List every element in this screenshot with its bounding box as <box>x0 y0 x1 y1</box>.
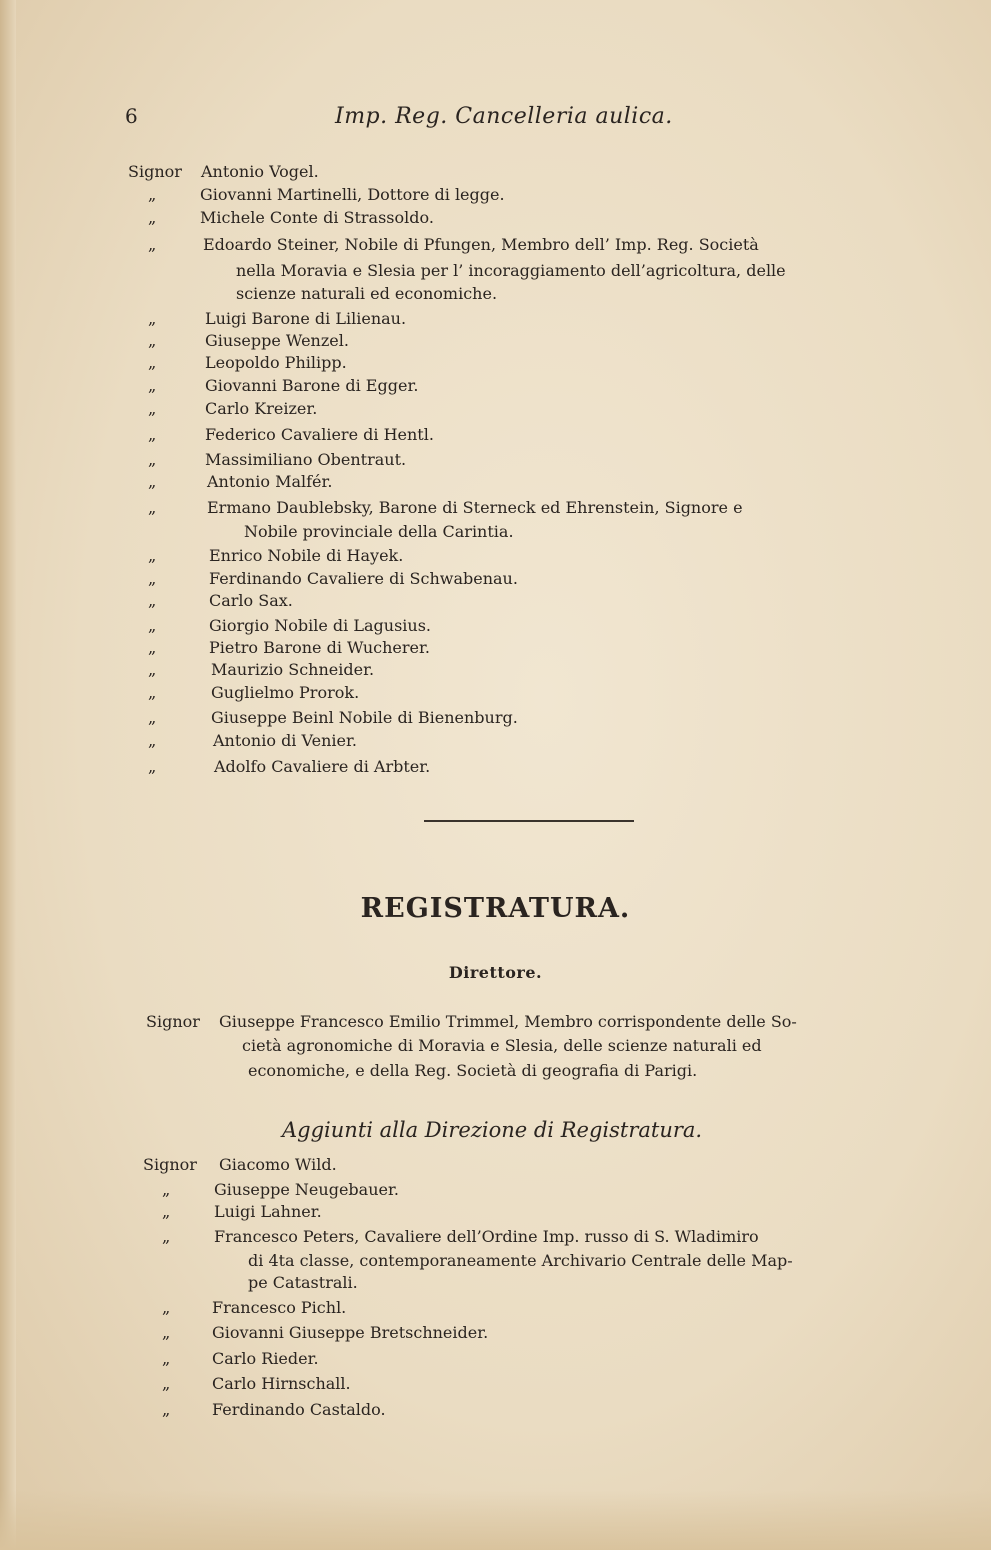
entry-name: Adolfo Cavaliere di Arbter. <box>214 757 431 776</box>
ditto-mark: „ <box>148 235 157 254</box>
entry-name: Carlo Rieder. <box>212 1349 319 1368</box>
entry-name: Luigi Barone di Lilienau. <box>205 309 407 328</box>
ditto-mark: „ <box>162 1180 171 1199</box>
page-edge-shadow <box>0 0 16 1550</box>
entry-name: Giovanni Giuseppe Bretschneider. <box>212 1323 489 1342</box>
entry-name: Leopoldo Philipp. <box>205 353 347 372</box>
signor-prefix: Signor <box>143 1155 197 1174</box>
ditto-mark: „ <box>148 731 157 750</box>
ditto-mark: „ <box>148 376 157 395</box>
ditto-mark: „ <box>148 185 157 204</box>
ditto-mark: „ <box>148 450 157 469</box>
entry-name: Giacomo Wild. <box>219 1155 337 1174</box>
ditto-mark: „ <box>148 399 157 418</box>
entry-continuation: pe Catastrali. <box>248 1273 358 1292</box>
ditto-mark: „ <box>148 591 157 610</box>
entry-name: Carlo Kreizer. <box>205 399 318 418</box>
ditto-mark: „ <box>148 569 157 588</box>
entry-name: Edoardo Steiner, Nobile di Pfungen, Membro dell’ Imp. Reg. Società <box>203 235 759 254</box>
ditto-mark: „ <box>148 660 157 679</box>
ditto-mark: „ <box>162 1227 171 1246</box>
entry-name: Giuseppe Neugebauer. <box>214 1180 399 1199</box>
entry-continuation: cietà agronomiche di Moravia e Slesia, delle scienze naturali ed <box>242 1036 762 1055</box>
entry-name: Ferdinando Cavaliere di Schwabenau. <box>209 569 518 588</box>
entry-continuation: scienze naturali ed economiche. <box>236 284 498 303</box>
entry-continuation: di 4ta classe, contemporaneamente Archivario Centrale delle Map- <box>248 1251 793 1270</box>
entry-name: Ermano Daublebsky, Barone di Sterneck ed Ehrenstein, Signore e <box>207 498 743 517</box>
entry-name: Antonio di Venier. <box>213 731 357 750</box>
ditto-mark: „ <box>148 708 157 727</box>
ditto-mark: „ <box>148 638 157 657</box>
ditto-mark: „ <box>162 1349 171 1368</box>
entry-name: Massimiliano Obentraut. <box>205 450 407 469</box>
ditto-mark: „ <box>162 1323 171 1342</box>
entry-name: Giovanni Martinelli, Dottore di legge. <box>200 185 505 204</box>
section-title: REGISTRATURA. <box>360 893 631 924</box>
entry-name: Luigi Lahner. <box>214 1202 322 1221</box>
entry-name: Giuseppe Wenzel. <box>205 331 349 350</box>
ditto-mark: „ <box>148 616 157 635</box>
entry-name: Francesco Pichl. <box>212 1298 347 1317</box>
entry-name: Pietro Barone di Wucherer. <box>209 638 430 657</box>
ditto-mark: „ <box>162 1298 171 1317</box>
section-divider <box>424 820 634 822</box>
entry-continuation: nella Moravia e Slesia per l’ incoraggiamento dell’agricoltura, delle <box>236 261 786 280</box>
entry-name: Giorgio Nobile di Lagusius. <box>209 616 432 635</box>
signor-prefix: Signor <box>128 162 182 181</box>
entry-name: Federico Cavaliere di Hentl. <box>205 425 434 444</box>
entry-name: Giuseppe Francesco Emilio Trimmel, Membro corrispondente delle So- <box>219 1012 797 1031</box>
ditto-mark: „ <box>148 425 157 444</box>
entry-name: Antonio Vogel. <box>201 162 319 181</box>
entry-continuation: economiche, e della Reg. Società di geografia di Parigi. <box>248 1061 698 1080</box>
page-bottom-stain <box>0 1490 991 1550</box>
entry-name: Antonio Malfér. <box>207 472 333 491</box>
entry-name: Michele Conte di Strassoldo. <box>200 208 434 227</box>
page-number: 6 <box>125 104 138 128</box>
entry-name: Enrico Nobile di Hayek. <box>209 546 404 565</box>
entry-name: Carlo Sax. <box>209 591 293 610</box>
ditto-mark: „ <box>148 546 157 565</box>
ditto-mark: „ <box>162 1202 171 1221</box>
entry-name: Maurizio Schneider. <box>211 660 375 679</box>
ditto-mark: „ <box>148 309 157 328</box>
page-header <box>125 104 725 134</box>
ditto-mark: „ <box>148 757 157 776</box>
entry-name: Giovanni Barone di Egger. <box>205 376 419 395</box>
aggiunti-heading: Aggiunti alla Direzione di Registratura. <box>282 1118 703 1142</box>
entry-name: Giuseppe Beinl Nobile di Bienenburg. <box>211 708 518 727</box>
ditto-mark: „ <box>148 208 157 227</box>
entry-name: Ferdinando Castaldo. <box>212 1400 386 1419</box>
signor-prefix: Signor <box>146 1012 200 1031</box>
ditto-mark: „ <box>148 498 157 517</box>
entry-name: Francesco Peters, Cavaliere dell’Ordine Imp. russo di S. Wladimiro <box>214 1227 759 1246</box>
ditto-mark: „ <box>162 1374 171 1393</box>
ditto-mark: „ <box>148 353 157 372</box>
ditto-mark: „ <box>162 1400 171 1419</box>
entry-continuation: Nobile provinciale della Carintia. <box>244 522 514 541</box>
director-heading: Direttore. <box>448 963 543 982</box>
ditto-mark: „ <box>148 331 157 350</box>
ditto-mark: „ <box>148 472 157 491</box>
ditto-mark: „ <box>148 683 157 702</box>
entry-name: Guglielmo Prorok. <box>211 683 360 702</box>
running-title: Imp. Reg. Cancelleria aulica. <box>335 104 673 129</box>
entry-name: Carlo Hirnschall. <box>212 1374 351 1393</box>
